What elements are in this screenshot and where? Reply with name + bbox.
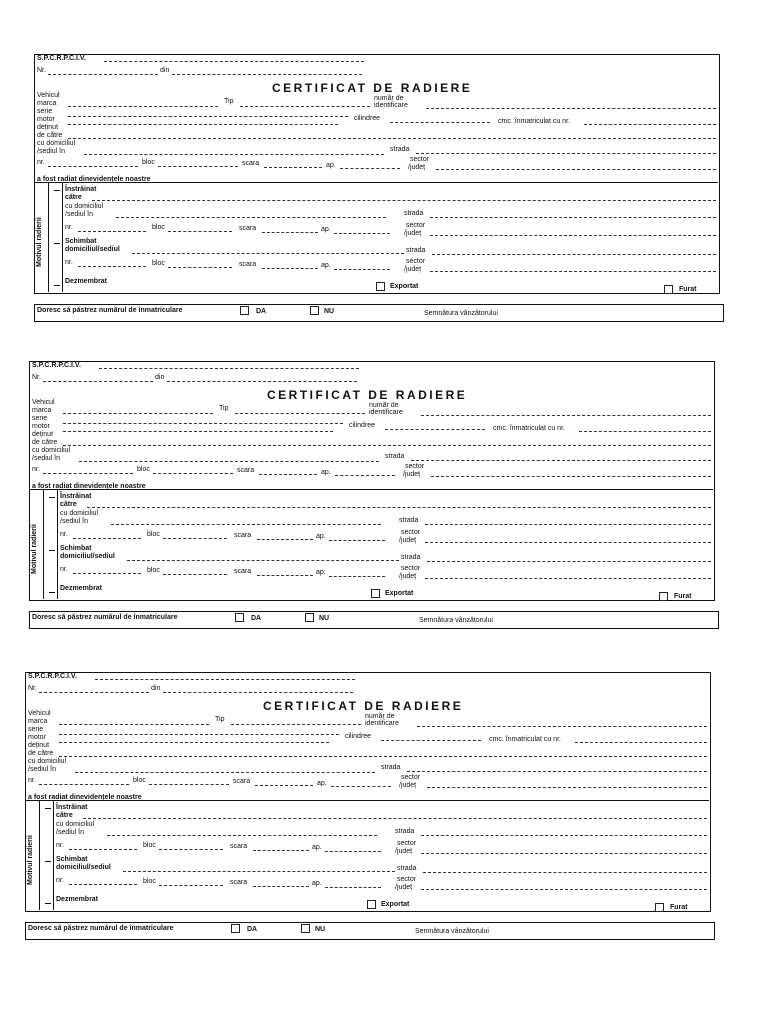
org-label: S.P.C.R.P.C.I.V. <box>28 673 77 680</box>
sediul-in-label: /sediul în <box>32 455 61 462</box>
sector-2-label: sector <box>401 529 421 536</box>
nr-3-field[interactable] <box>78 266 146 267</box>
detinut-field[interactable] <box>59 756 707 757</box>
din-field[interactable] <box>167 381 357 382</box>
sector-2-field[interactable] <box>425 542 711 543</box>
motivul-radierii-label: Motivul radierii <box>27 835 34 885</box>
sector-3-label: sector <box>397 876 417 883</box>
numar-de-label: număr de <box>365 713 395 720</box>
doresc-label: Doresc să păstrez numărul de înmatriculare <box>32 614 178 621</box>
scara-2-field[interactable] <box>262 232 318 233</box>
cu-domiciliul-label: cu domiciliul <box>28 758 67 765</box>
judet-2-label: /județ <box>395 848 413 855</box>
dezmembrat-marker[interactable] <box>45 903 51 904</box>
page-title: CERTIFICAT DE RADIERE <box>263 699 464 713</box>
strada-2-label: strada <box>395 828 415 835</box>
sidebar-divider <box>43 490 44 599</box>
catre-field[interactable] <box>87 507 711 508</box>
vehicul-label: Vehicul <box>28 710 51 717</box>
cilindree-field[interactable] <box>381 740 481 741</box>
tip-field[interactable] <box>240 106 370 107</box>
bloc-3-label: bloc <box>143 878 156 885</box>
bloc-field[interactable] <box>149 784 229 785</box>
nr-address-label: nr. <box>37 159 45 166</box>
strada-2-label: strada <box>399 517 419 524</box>
strada-2-field[interactable] <box>425 524 711 525</box>
schimbat-label: Schimbat <box>60 545 92 552</box>
bloc-3-field[interactable] <box>159 885 223 886</box>
nu-label: NU <box>324 308 335 315</box>
exportat-checkbox[interactable] <box>376 282 385 291</box>
scara-label: scara <box>233 778 251 785</box>
da-checkbox[interactable] <box>240 306 249 315</box>
numar-de-label: număr de <box>369 402 399 409</box>
instrainat-marker[interactable] <box>54 190 60 191</box>
sector-3-label: sector <box>401 565 421 572</box>
nr-address-label: nr. <box>28 777 36 784</box>
furat-checkbox[interactable] <box>655 903 664 912</box>
detinut-label: deținut <box>28 742 50 749</box>
bloc-field[interactable] <box>153 473 233 474</box>
catre-field[interactable] <box>92 200 716 201</box>
domiciliu-2-field[interactable] <box>116 217 386 218</box>
marca-label: marca <box>32 407 52 414</box>
schimbat-field[interactable] <box>132 253 404 254</box>
nu-checkbox[interactable] <box>310 306 319 315</box>
bloc-2-label: bloc <box>152 224 165 231</box>
dezmembrat-label: Dezmembrat <box>56 896 99 903</box>
strada-label: strada <box>390 146 410 153</box>
bloc-3-field[interactable] <box>168 267 232 268</box>
motor-label: motor <box>32 423 50 430</box>
sector-2-field[interactable] <box>421 853 707 854</box>
cmc-label: cmc. înmatriculat cu nr. <box>493 425 565 432</box>
radiat-label: a fost radiat dinevidențele noastre <box>37 176 151 183</box>
dezmembrat-label: Dezmembrat <box>65 278 108 285</box>
ap-3-field[interactable] <box>334 269 390 270</box>
detinut-field[interactable] <box>63 445 711 446</box>
ap-3-field[interactable] <box>329 576 385 577</box>
nr-2-label: nr. <box>60 531 68 538</box>
scara-3-label: scara <box>230 879 248 886</box>
bloc-2-label: bloc <box>147 531 160 538</box>
motor-field[interactable] <box>68 124 338 125</box>
bloc-label: bloc <box>142 159 155 166</box>
tip-label: Tip <box>215 716 225 723</box>
section-top-line <box>29 489 713 490</box>
sidebar-divider <box>48 183 49 292</box>
sector-3-field[interactable] <box>425 578 711 579</box>
sector-field[interactable] <box>431 476 711 477</box>
identificare-label: identificare <box>365 720 399 727</box>
judet-2-label: /județ <box>399 537 417 544</box>
tip-field[interactable] <box>235 413 365 414</box>
judet-label: /județ <box>403 471 421 478</box>
dezmembrat-marker[interactable] <box>49 592 55 593</box>
instrainat-label: Înstrăinat <box>60 493 92 500</box>
cu-domiciliul-2-label: cu domiciliul <box>65 203 104 210</box>
instrainat-label: Înstrăinat <box>56 804 88 811</box>
ap-3-label: ap. <box>316 569 326 576</box>
header-line-top <box>104 61 364 62</box>
strada-3-field[interactable] <box>432 254 716 255</box>
scara-3-field[interactable] <box>257 575 313 576</box>
bloc-3-field[interactable] <box>163 574 227 575</box>
sector-2-label: sector <box>406 222 426 229</box>
ap-field[interactable] <box>340 168 400 169</box>
motivul-radierii-label: Motivul radierii <box>31 524 38 574</box>
domiciliul-sediul-label: domiciliul/sediul <box>56 864 111 871</box>
strada-3-label: strada <box>406 247 426 254</box>
strada-field[interactable] <box>407 771 707 772</box>
semnatura-label: Semnătura vânzătorului <box>419 617 493 624</box>
judet-3-label: /județ <box>399 573 417 580</box>
nu-checkbox[interactable] <box>301 924 310 933</box>
serie-label: serie <box>28 726 44 733</box>
scara-label: scara <box>237 467 255 474</box>
sector-field[interactable] <box>436 169 716 170</box>
identificare-field[interactable] <box>417 726 707 727</box>
cilindree-label: cilindree <box>345 733 372 740</box>
domiciliu-2-field[interactable] <box>111 524 381 525</box>
marca-field[interactable] <box>63 413 213 414</box>
section-top-line <box>34 182 718 183</box>
nr-2-field[interactable] <box>69 849 137 850</box>
scara-2-label: scara <box>239 225 257 232</box>
schimbat-marker[interactable] <box>49 550 55 551</box>
org-label: S.P.C.R.P.C.I.V. <box>37 55 86 62</box>
scara-2-label: scara <box>234 532 252 539</box>
radiat-label: a fost radiat dinevidențele noastre <box>28 794 142 801</box>
exportat-label: Exportat <box>385 590 414 597</box>
header-line-top <box>99 368 359 369</box>
ap-3-label: ap. <box>321 262 331 269</box>
nr-field[interactable] <box>43 381 153 382</box>
section-top-line <box>25 800 709 801</box>
exportat-label: Exportat <box>381 901 410 908</box>
furat-label: Furat <box>674 593 692 600</box>
org-label: S.P.C.R.P.C.I.V. <box>32 362 81 369</box>
identificare-field[interactable] <box>421 415 711 416</box>
identificare-label: identificare <box>369 409 403 416</box>
schimbat-label: Schimbat <box>56 856 88 863</box>
domiciliu-2-field[interactable] <box>107 835 377 836</box>
strada-3-label: strada <box>401 554 421 561</box>
motor-label: motor <box>28 734 46 741</box>
nr-label: Nr. <box>37 67 46 74</box>
furat-checkbox[interactable] <box>659 592 668 601</box>
scara-2-field[interactable] <box>253 850 309 851</box>
nu-checkbox[interactable] <box>305 613 314 622</box>
form-copy-2 <box>29 361 729 646</box>
schimbat-label: Schimbat <box>65 238 97 245</box>
bloc-2-field[interactable] <box>159 849 223 850</box>
sector-2-label: sector <box>397 840 417 847</box>
domiciliul-sediul-label: domiciliul/sediul <box>60 553 115 560</box>
ap-field[interactable] <box>331 786 391 787</box>
furat-checkbox[interactable] <box>664 285 673 294</box>
strada-3-field[interactable] <box>427 561 711 562</box>
detinut-field[interactable] <box>68 138 716 139</box>
identificare-field[interactable] <box>426 108 716 109</box>
section-inner-border <box>53 801 54 910</box>
ap-2-label: ap. <box>316 533 326 540</box>
scara-3-field[interactable] <box>253 886 309 887</box>
sector-field[interactable] <box>427 787 707 788</box>
ap-2-label: ap. <box>321 226 331 233</box>
scara-field[interactable] <box>259 474 317 475</box>
scara-3-label: scara <box>239 261 257 268</box>
furat-label: Furat <box>670 904 688 911</box>
judet-label: /județ <box>399 782 417 789</box>
ap-label: ap. <box>317 780 327 787</box>
detinut-label: deținut <box>32 431 54 438</box>
sector-2-field[interactable] <box>430 235 716 236</box>
vehicul-label: Vehicul <box>32 399 55 406</box>
din-label: din <box>151 685 161 692</box>
domiciliu-field[interactable] <box>79 461 379 462</box>
bloc-field[interactable] <box>158 166 238 167</box>
form-copy-3 <box>25 672 725 957</box>
cu-domiciliul-label: cu domiciliul <box>32 447 71 454</box>
sector-3-label: sector <box>406 258 426 265</box>
header-line-top <box>95 679 355 680</box>
strada-2-field[interactable] <box>421 835 707 836</box>
sediul-in-label: /sediul în <box>37 148 66 155</box>
sidebar-divider <box>39 801 40 910</box>
cmc-label: cmc. înmatriculat cu nr. <box>498 118 570 125</box>
ap-2-field[interactable] <box>334 233 390 234</box>
doresc-label: Doresc să păstrez numărul de înmatriculare <box>28 925 174 932</box>
semnatura-label: Semnătura vânzătorului <box>415 928 489 935</box>
sector-3-field[interactable] <box>430 271 716 272</box>
serie-field[interactable] <box>63 423 343 424</box>
motor-label: motor <box>37 116 55 123</box>
sector-label: sector <box>401 774 421 781</box>
cilindree-label: cilindree <box>349 422 376 429</box>
vehicul-label: Vehicul <box>37 92 60 99</box>
section-inner-border <box>57 490 58 599</box>
scara-field[interactable] <box>255 785 313 786</box>
judet-3-label: /județ <box>404 266 422 273</box>
strada-3-field[interactable] <box>423 872 707 873</box>
de-catre-label: de către <box>32 439 58 446</box>
sector-3-field[interactable] <box>421 889 707 890</box>
catre-label: către <box>56 812 73 819</box>
dezmembrat-marker[interactable] <box>54 285 60 286</box>
din-label: din <box>155 374 165 381</box>
serie-field[interactable] <box>59 734 339 735</box>
din-label: din <box>160 67 170 74</box>
nu-label: NU <box>315 926 326 933</box>
nr-address-field[interactable] <box>43 473 133 474</box>
da-label: DA <box>247 926 258 933</box>
scara-field[interactable] <box>264 167 322 168</box>
nr-address-field[interactable] <box>39 784 129 785</box>
nr-3-label: nr. <box>60 566 68 573</box>
strada-label: strada <box>385 453 405 460</box>
domiciliul-sediul-label: domiciliul/sediul <box>65 246 120 253</box>
sediul-in-label: /sediul în <box>28 766 57 773</box>
bloc-2-field[interactable] <box>168 231 232 232</box>
cmc-label: cmc. înmatriculat cu nr. <box>489 736 561 743</box>
scara-2-label: scara <box>230 843 248 850</box>
nr-2-field[interactable] <box>73 538 141 539</box>
serie-label: serie <box>32 415 48 422</box>
judet-2-label: /județ <box>404 230 422 237</box>
motor-field[interactable] <box>59 742 329 743</box>
judet-3-label: /județ <box>395 884 413 891</box>
cu-domiciliul-2-label: cu domiciliul <box>56 821 95 828</box>
semnatura-label: Semnătura vânzătorului <box>424 310 498 317</box>
bloc-3-label: bloc <box>152 260 165 267</box>
marca-field[interactable] <box>59 724 209 725</box>
sediul-in-2-label: /sediul în <box>60 518 89 525</box>
sediul-in-2-label: /sediul în <box>65 211 94 218</box>
strada-3-label: strada <box>397 865 417 872</box>
scara-2-field[interactable] <box>257 539 313 540</box>
instrainat-marker[interactable] <box>49 497 55 498</box>
nr-field[interactable] <box>48 74 158 75</box>
scara-label: scara <box>242 160 260 167</box>
instrainat-label: Înstrăinat <box>65 186 97 193</box>
strada-field[interactable] <box>411 460 711 461</box>
sediul-in-2-label: /sediul în <box>56 829 85 836</box>
scara-3-label: scara <box>234 568 252 575</box>
motor-field[interactable] <box>63 431 333 432</box>
sector-label: sector <box>410 156 430 163</box>
form-copy-1 <box>34 54 734 339</box>
nr-label: Nr. <box>28 685 37 692</box>
nr-3-label: nr. <box>56 877 64 884</box>
catre-field[interactable] <box>83 818 707 819</box>
nr-inmatriculare-field[interactable] <box>575 742 707 743</box>
ap-2-field[interactable] <box>329 540 385 541</box>
cu-domiciliul-label: cu domiciliul <box>37 140 76 147</box>
ap-field[interactable] <box>335 475 395 476</box>
nr-3-field[interactable] <box>73 573 141 574</box>
da-label: DA <box>256 308 267 315</box>
de-catre-label: de către <box>28 750 54 757</box>
nr-2-label: nr. <box>56 842 64 849</box>
motivul-radierii-label: Motivul radierii <box>36 217 43 267</box>
da-label: DA <box>251 615 262 622</box>
sector-label: sector <box>405 463 425 470</box>
schimbat-marker[interactable] <box>45 861 51 862</box>
nr-label: Nr. <box>32 374 41 381</box>
judet-label: /județ <box>408 164 426 171</box>
nr-3-label: nr. <box>65 259 73 266</box>
instrainat-marker[interactable] <box>45 808 51 809</box>
radiat-label: a fost radiat dinevidențele noastre <box>32 483 146 490</box>
ap-label: ap. <box>326 162 336 169</box>
de-catre-label: de către <box>37 132 63 139</box>
page-title: CERTIFICAT DE RADIERE <box>267 388 468 402</box>
numar-de-label: număr de <box>374 95 404 102</box>
marca-label: marca <box>28 718 48 725</box>
scara-3-field[interactable] <box>262 268 318 269</box>
tip-label: Tip <box>224 98 234 105</box>
tip-label: Tip <box>219 405 229 412</box>
furat-label: Furat <box>679 286 697 293</box>
marca-label: marca <box>37 100 57 107</box>
catre-label: către <box>65 194 82 201</box>
cilindree-field[interactable] <box>385 429 485 430</box>
bloc-label: bloc <box>133 777 146 784</box>
identificare-label: identificare <box>374 102 408 109</box>
doresc-label: Doresc să păstrez numărul de înmatriculare <box>37 307 183 314</box>
din-field[interactable] <box>163 692 353 693</box>
bloc-label: bloc <box>137 466 150 473</box>
schimbat-field[interactable] <box>127 560 399 561</box>
ap-2-label: ap. <box>312 844 322 851</box>
nr-address-label: nr. <box>32 466 40 473</box>
da-checkbox[interactable] <box>235 613 244 622</box>
detinut-label: deținut <box>37 124 59 131</box>
dezmembrat-label: Dezmembrat <box>60 585 103 592</box>
serie-label: serie <box>37 108 53 115</box>
ap-2-field[interactable] <box>325 851 381 852</box>
bloc-3-label: bloc <box>147 567 160 574</box>
din-field[interactable] <box>172 74 362 75</box>
exportat-checkbox[interactable] <box>371 589 380 598</box>
nr-inmatriculare-field[interactable] <box>584 124 716 125</box>
nu-label: NU <box>319 615 330 622</box>
schimbat-field[interactable] <box>123 871 395 872</box>
serie-field[interactable] <box>68 116 348 117</box>
nr-inmatriculare-field[interactable] <box>579 431 711 432</box>
cilindree-field[interactable] <box>390 122 490 123</box>
catre-label: către <box>60 501 77 508</box>
bloc-2-label: bloc <box>143 842 156 849</box>
ap-3-label: ap. <box>312 880 322 887</box>
cu-domiciliul-2-label: cu domiciliul <box>60 510 99 517</box>
exportat-checkbox[interactable] <box>367 900 376 909</box>
strada-2-field[interactable] <box>430 217 716 218</box>
nr-address-field[interactable] <box>48 166 138 167</box>
bloc-2-field[interactable] <box>163 538 227 539</box>
nr-2-label: nr. <box>65 224 73 231</box>
section-inner-border <box>62 183 63 292</box>
ap-label: ap. <box>321 469 331 476</box>
schimbat-marker[interactable] <box>54 243 60 244</box>
marca-field[interactable] <box>68 106 218 107</box>
strada-label: strada <box>381 764 401 771</box>
da-checkbox[interactable] <box>231 924 240 933</box>
nr-3-field[interactable] <box>69 884 137 885</box>
tip-field[interactable] <box>231 724 361 725</box>
cilindree-label: cilindree <box>354 115 381 122</box>
domiciliu-field[interactable] <box>84 154 384 155</box>
exportat-label: Exportat <box>390 283 419 290</box>
strada-2-label: strada <box>404 210 424 217</box>
ap-3-field[interactable] <box>325 887 381 888</box>
page-title: CERTIFICAT DE RADIERE <box>272 81 473 95</box>
domiciliu-field[interactable] <box>75 772 375 773</box>
nr-field[interactable] <box>39 692 149 693</box>
strada-field[interactable] <box>416 153 716 154</box>
nr-2-field[interactable] <box>78 231 146 232</box>
